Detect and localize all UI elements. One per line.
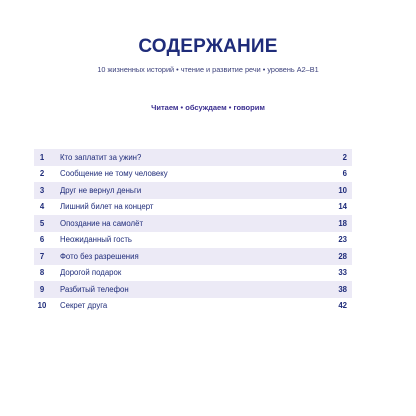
page-subtitle: 10 жизненных историй • чтение и развитие речи • уровень A2–B1	[97, 65, 319, 74]
toc-number: 2	[39, 169, 45, 179]
toc-page: 6	[342, 169, 347, 179]
page-title: СОДЕРЖАНИЕ	[138, 36, 278, 57]
toc-row[interactable]	[34, 298, 352, 315]
toc-number: 6	[39, 235, 45, 245]
toc-page: 2	[342, 152, 347, 162]
table-of-contents	[34, 149, 352, 314]
toc-number: 9	[39, 284, 45, 294]
toc-page: 33	[338, 268, 347, 278]
toc-number: 1	[39, 152, 45, 162]
toc-row[interactable]	[34, 166, 352, 183]
toc-title: Секрет друга	[60, 301, 108, 311]
page-tagline: Читаем • обсуждаем • говорим	[151, 103, 265, 112]
toc-row[interactable]	[34, 215, 352, 232]
toc-title: Разбитый телефон	[60, 284, 129, 294]
toc-number: 3	[39, 185, 45, 195]
toc-title: Неожиданный гость	[60, 235, 132, 245]
toc-row[interactable]	[34, 281, 352, 298]
toc-row[interactable]	[34, 248, 352, 265]
toc-row[interactable]	[34, 199, 352, 216]
toc-number: 5	[39, 218, 45, 228]
toc-page: 18	[338, 218, 347, 228]
toc-number: 8	[39, 268, 45, 278]
toc-number: 7	[39, 251, 45, 261]
toc-title: Друг не вернул деньги	[60, 185, 142, 195]
toc-page: 10	[338, 185, 347, 195]
toc-page: 38	[338, 284, 347, 294]
toc-page: 23	[338, 235, 347, 245]
toc-number: 4	[39, 202, 45, 212]
toc-row[interactable]	[34, 149, 352, 166]
toc-page: 14	[338, 202, 347, 212]
toc-title: Дорогой подарок	[60, 268, 122, 278]
toc-title: Сообщение не тому человеку	[60, 169, 168, 179]
toc-row[interactable]	[34, 182, 352, 199]
toc-title: Лишний билет на концерт	[60, 202, 154, 212]
toc-number: 10	[37, 301, 47, 311]
toc-title: Опоздание на самолёт	[60, 218, 144, 228]
toc-page: 28	[338, 251, 347, 261]
toc-title: Кто заплатит за ужин?	[60, 152, 142, 162]
toc-page: 42	[338, 301, 347, 311]
toc-row[interactable]	[34, 232, 352, 249]
toc-row[interactable]	[34, 265, 352, 282]
toc-title: Фото без разрешения	[60, 251, 139, 261]
